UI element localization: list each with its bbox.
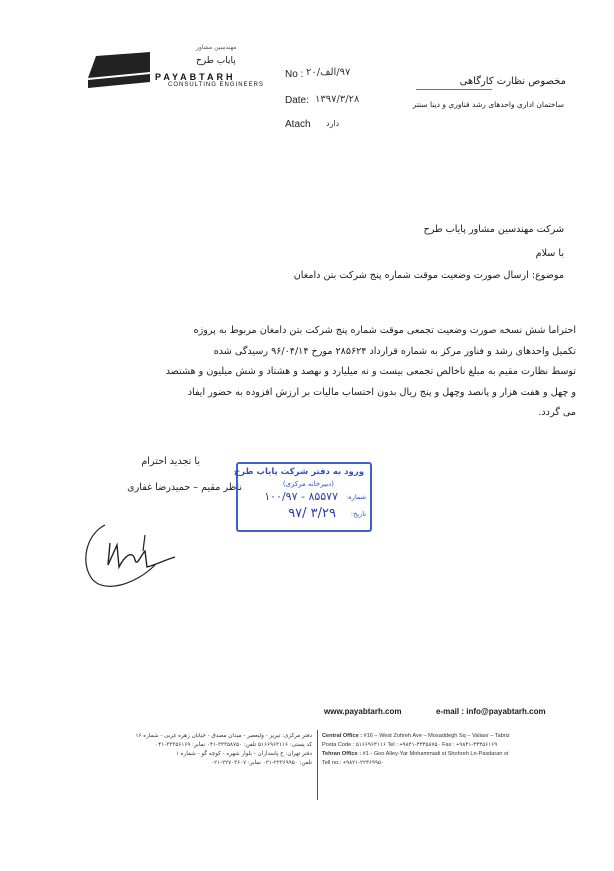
stamp-number-value: ۱۰۰/۹۷ - ۸۵۵۷۷ (264, 490, 338, 503)
tel-value: +۹۸۴۱-۳۳۳۵۸۷۵۰ (399, 742, 441, 748)
ref-attach-label: Atach (285, 119, 311, 130)
recipient: شرکت مهندسین مشاور پایاب طرح (423, 224, 564, 235)
body-line: تکمیل واحدهای رشد و فناور مرکز به شماره قرارداد ۲۸۵۶۲۴ مورخ ۹۶/۰۴/۱۴ رسیدگی شده (213, 345, 576, 357)
subject-text: ارسال صورت وضعیت موقت شماره پنج شرکت بتن دامغان (293, 270, 529, 281)
greeting: با سلام (535, 248, 564, 259)
body-line: می گردد. (538, 407, 576, 418)
logo-persian-subtitle: مهندسین مشاور (196, 44, 237, 51)
building-address: ساختمان اداری واحدهای رشد فناوری و دینا سنتر (412, 100, 564, 109)
footer-divider (317, 730, 318, 800)
stamp-subtitle: (دبیرخانه مرکزی) (282, 480, 334, 488)
fax-label: Fax : (442, 742, 455, 748)
stamp-number-label: شماره: (346, 493, 366, 501)
logo-english-subtitle: CONSULTING ENGINEERS (168, 82, 264, 88)
fa-tehran-office: دفتر تهران: خ پاسداران - بلوار شهره - کوچه گو - شماره ۱ (175, 751, 312, 757)
subject-label: موضوع: (531, 270, 564, 281)
fa-postal: کد پستی: ۵۱۶۶۹۶۳۱۱۶ تلفن: ۳۳۳۵۸۷۵۰-۰۴۱ نمابر: ۳۳۳۵۶۱۶۹-۰۴۱ (155, 742, 312, 748)
body-line: و چهل و هفت هزار و پانصد وچهل و پنج ریال بدون احتساب مالیات بر ارزش افزوده به حضور ایفاد (187, 386, 576, 398)
tel-label: Tel : (387, 742, 398, 748)
stamp-title: ورود به دفتر شرکت پایاب طرح (234, 467, 364, 477)
tel2-value: +۹۸۲۱-۲۲۳۶۹۹۵۰ (342, 760, 385, 766)
tel2-label: Tell no.: (322, 760, 342, 766)
footer-english (322, 733, 572, 766)
receipt-stamp (236, 462, 372, 532)
fa-tehran-tel: تلفن: ۲۲۳۶۹۹۵۰-۰۲۱ نمابر: ۲۲۷۰۳۶۰۷-۰۲۱ (211, 760, 312, 766)
body-line: احتراما شش نسخه صورت وضعیت تجمعی موقت شماره پنج شرکت بتن دامغان مربوط به پروژه (193, 325, 576, 336)
closing: با تجدید احترام (141, 456, 200, 467)
tehran-office-label: Tehran Office : (322, 751, 362, 757)
ref-date-label: Date: (285, 95, 309, 106)
letter-body (31, 321, 576, 424)
website-link[interactable]: www.payabtarh.com (324, 707, 402, 716)
company-logo-icon (88, 52, 150, 90)
ref-no-value: ۹۷/الف/۲۰ (306, 67, 351, 78)
signature-icon (75, 505, 185, 595)
fa-central-office: دفتر مرکزی: تبریز - ولیعصر - میدان مصدق - خیابان زهره غربی - شماره ۱۶ (135, 733, 312, 739)
central-office-label: Central Office : (322, 733, 363, 739)
body-line: توسط نظارت مقیم به مبلغ ناخالص تجمعی بیست و نه میلیارد و نهصد و هشتاد و شش میلیون و هشتصد (165, 366, 576, 377)
ref-date-value: ۱۳۹۷/۳/۲۸ (315, 94, 360, 105)
stamp-date-label: تاریخ: (350, 510, 366, 518)
subject-line (294, 266, 564, 287)
logo-english-name: PAYABTARH (155, 72, 236, 82)
confidential-underline (416, 89, 492, 90)
confidential-label: مخصوص نظارت کارگاهی (459, 76, 566, 87)
signer-name: ناظر مقیم – حمیدرضا غفاری (127, 482, 242, 493)
tehran-office-address: #1 - Goo Alley-Yar Mohammadi st Shohreh Ln-Pasdaran st (362, 751, 509, 757)
logo-persian-name: پایاب طرح (196, 56, 236, 66)
footer-persian (20, 733, 312, 766)
central-office-address: #16 – West Zohreh Ave – Mosaddegh Sq – Valiasr – Tabriz (363, 733, 510, 739)
email-link[interactable]: e-mail : info@payabtarh.com (436, 707, 546, 716)
postal-value: ۵۱۶۶۹۶۳۱۱۶ (355, 742, 386, 748)
stamp-date-value: ۹۷/ ۳/۲۹ (288, 506, 336, 521)
ref-attach-value: دارد (326, 119, 340, 128)
postal-label: Posta Code : (322, 742, 355, 748)
ref-no-label: No : (285, 69, 304, 80)
fax-value: +۹۸۴۱-۳۳۳۵۶۱۶۹ (456, 742, 498, 748)
